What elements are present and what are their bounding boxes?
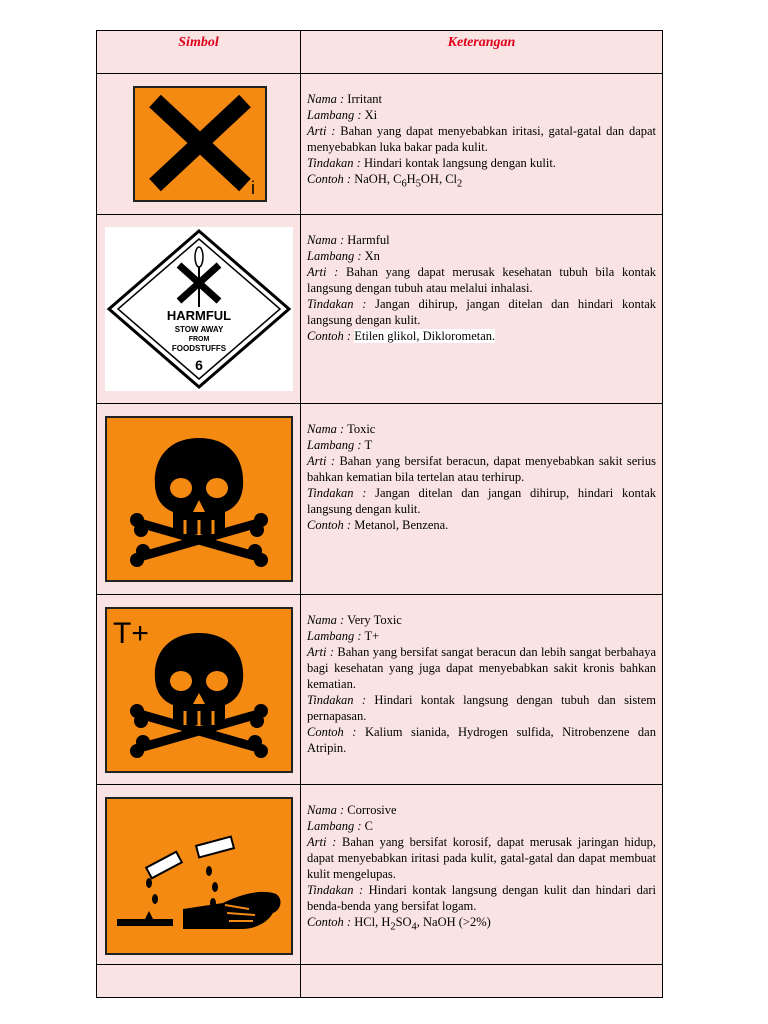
symbol-column-header: Simbol [97, 31, 301, 74]
table-header-row [97, 31, 663, 74]
pictogram-letter: T+ [113, 617, 149, 650]
empty-symbol-cell [97, 965, 301, 998]
svg-text:FOODSTUFFS: FOODSTUFFS [171, 344, 227, 353]
hazard-code: T+ [364, 629, 380, 643]
name-label: Nama : [307, 422, 345, 436]
table-row [97, 404, 663, 595]
toxic-skull-icon [105, 416, 293, 582]
hazard-action: Hindari kontak langsung dengan kulit dan hindari dari benda-benda yang bersifat logam. [307, 883, 657, 913]
hazard-action: Hindari kontak langsung dengan tubuh dan sistem pernapasan. [307, 693, 657, 723]
example-label: Contoh : [307, 915, 352, 929]
symbol-label: Lambang : [307, 249, 362, 263]
description-cell [301, 595, 663, 785]
svg-text:STOW AWAY: STOW AWAY [174, 325, 224, 334]
hazard-name: Irritant [347, 92, 382, 106]
symbol-cell [97, 74, 301, 215]
description-cell [301, 404, 663, 595]
irritant-x-icon [133, 86, 267, 202]
description-cell [301, 785, 663, 965]
svg-text:HARMFUL: HARMFUL [166, 308, 232, 323]
symbol-label: Lambang : [307, 108, 362, 122]
meaning-label: Arti : [307, 645, 334, 659]
hazard-example: Kalium sianida, Hydrogen sulfida, Nitrobenzene dan Atripin. [307, 725, 656, 755]
example-label: Contoh : [307, 518, 352, 532]
hazard-name: Harmful [347, 233, 390, 247]
table-row [97, 785, 663, 965]
hazard-symbol-table [96, 30, 663, 998]
action-label: Tindakan : [307, 156, 361, 170]
svg-text:FROM: FROM [188, 336, 210, 343]
example-label: Contoh : [307, 172, 352, 186]
example-label: Contoh : [307, 725, 357, 739]
name-label: Nama : [307, 233, 345, 247]
hazard-meaning: Bahan yang dapat merusak kesehatan tubuh bila kontak langsung dengan tubuh atau melalui inhalasi. [307, 265, 657, 295]
name-label: Nama : [307, 613, 345, 627]
hazard-code: C [364, 819, 373, 833]
harmful-diamond-icon [105, 227, 293, 391]
example-label: Contoh : [307, 329, 352, 343]
very-toxic-skull-icon [105, 607, 293, 773]
hazard-action: Jangan dihirup, jangan ditelan dan hindari kontak langsung dengan kulit. [307, 297, 656, 327]
action-label: Tindakan : [307, 693, 366, 707]
hazard-code: Xn [364, 249, 380, 263]
symbol-cell [97, 215, 301, 404]
hazard-meaning: Bahan yang dapat menyebabkan iritasi, gatal-gatal dan dapat menyebabkan luka bakar pada kulit. [307, 124, 657, 154]
action-label: Tindakan : [307, 883, 364, 897]
hazard-code: T [364, 438, 373, 452]
svg-text:6: 6 [195, 357, 203, 373]
corrosive-icon [105, 797, 293, 955]
empty-description-cell [301, 965, 663, 998]
meaning-label: Arti : [307, 124, 336, 138]
hazard-example: HCl, $H_2SO_4$, NaOH (>2%) [354, 915, 491, 933]
meaning-label: Arti : [307, 835, 337, 849]
name-label: Nama : [307, 92, 345, 106]
action-label: Tindakan : [307, 297, 367, 311]
description-cell [301, 215, 663, 404]
action-label: Tindakan : [307, 486, 367, 500]
hazard-name: Toxic [347, 422, 376, 436]
symbol-label: Lambang : [307, 438, 362, 452]
hazard-code: Xi [364, 108, 378, 122]
hazard-name: Corrosive [347, 803, 397, 817]
hazard-action: Hindari kontak langsung dengan kulit. [363, 156, 556, 170]
hazard-example: Etilen glikol, Diklorometan. [354, 329, 496, 343]
description-cell [301, 74, 663, 215]
hazard-action: Jangan ditelan dan jangan dihirup, hindari kontak langsung dengan kulit. [307, 486, 656, 516]
hazard-example: Metanol, Benzena. [354, 518, 449, 532]
symbol-cell [97, 595, 301, 785]
hazard-name: Very Toxic [347, 613, 402, 627]
meaning-label: Arti : [307, 454, 336, 468]
description-column-header: Keterangan [301, 31, 663, 74]
hazard-meaning: Bahan yang bersifat korosif, dapat merusak jaringan hidup, dapat menyebabkan iritasi pada kulit, gatal-gatal dan dapat membuat kulit mengelupas. [307, 835, 657, 881]
hazard-meaning: Bahan yang bersifat sangat beracun dan lebih sangat berbahaya bagi kesehatan yang juga dapat menyebabkan sakit kronis bahkan kematian. [307, 645, 657, 691]
hazard-example: NaOH, $C_6H_5OH$, $Cl_2$ [354, 172, 463, 190]
empty-table-row [97, 965, 663, 998]
symbol-label: Lambang : [307, 819, 362, 833]
symbol-cell [97, 785, 301, 965]
table-row [97, 215, 663, 404]
hazard-meaning: Bahan yang bersifat beracun, dapat menyebabkan sakit serius bahkan kematian bila tertelan atau terhirup. [307, 454, 657, 484]
symbol-label: Lambang : [307, 629, 362, 643]
meaning-label: Arti : [307, 265, 339, 279]
pictogram-letter: i [251, 178, 255, 198]
name-label: Nama : [307, 803, 345, 817]
table-row [97, 74, 663, 215]
symbol-cell [97, 404, 301, 595]
table-row [97, 595, 663, 785]
